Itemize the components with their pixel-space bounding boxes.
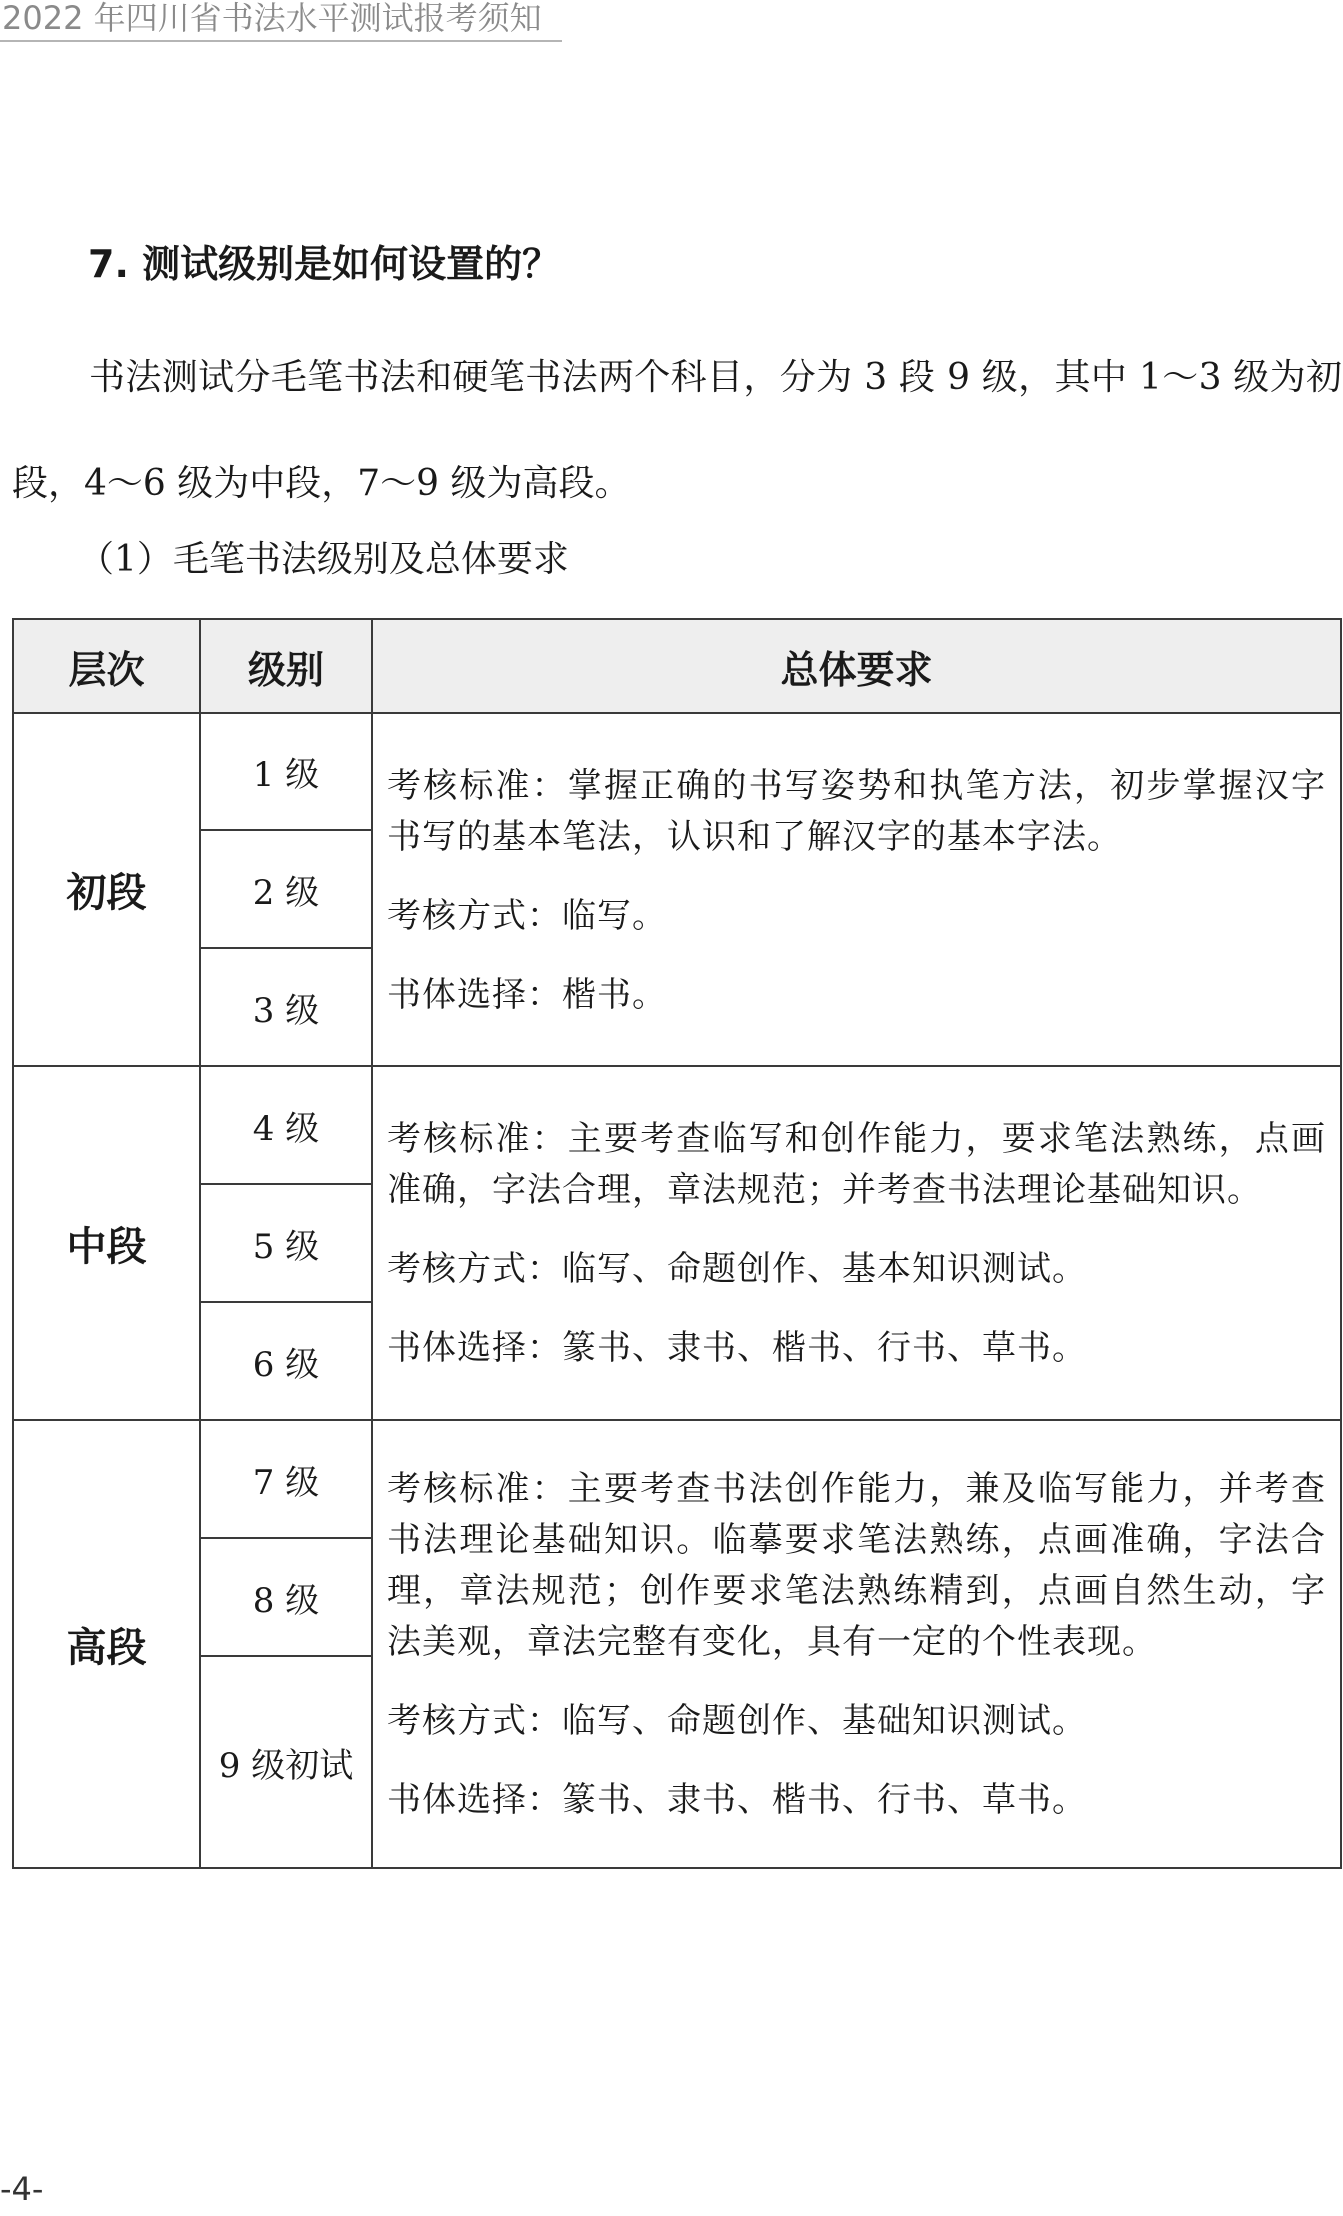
page-number: -4- bbox=[0, 2170, 44, 2208]
requirement-standard: 考核标准：主要考查书法创作能力，兼及临写能力，并考查书法理论基础知识。临摹要求笔法熟练，点画准确，字法合理，章法规范；创作要求笔法熟练精到，点画自然生动，字法美观，章法完整有变化，具有一定的个性表现。 bbox=[387, 1469, 1326, 1662]
requirement-standard: 考核标准：掌握正确的书写姿势和执笔方法，初步掌握汉字书写的基本笔法，认识和了解汉字的基本字法。 bbox=[387, 765, 1326, 857]
level-cell: 3 级 bbox=[200, 948, 372, 1066]
stage-cell-advanced: 高段 bbox=[13, 1420, 200, 1868]
grade-requirements-table bbox=[12, 618, 1342, 1869]
level-cell: 7 级 bbox=[200, 1420, 372, 1538]
level-cell: 5 级 bbox=[200, 1184, 372, 1302]
level-cell: 9 级初试 bbox=[200, 1656, 372, 1868]
intro-paragraph: 书法测试分毛笔书法和硬笔书法两个科目，分为 3 段 9 级，其中 1～3 级为初段，4～6 级为中段，7～9 级为高段。 bbox=[12, 357, 1342, 504]
requirement-standard: 考核标准：主要考查临写和创作能力，要求笔法熟练，点画准确，字法合理，章法规范；并考查书法理论基础知识。 bbox=[387, 1119, 1326, 1210]
table-header-row bbox=[13, 619, 1341, 713]
column-header-level: 级别 bbox=[200, 619, 372, 713]
requirements-cell-beginner bbox=[372, 713, 1341, 1066]
table-caption: （1）毛笔书法级别及总体要求 bbox=[78, 539, 569, 580]
stage-cell-beginner: 初段 bbox=[13, 713, 200, 1066]
requirements-cell-advanced bbox=[372, 1420, 1341, 1868]
level-cell: 8 级 bbox=[200, 1538, 372, 1656]
table-row bbox=[13, 1420, 1341, 1538]
requirement-script: 书体选择：篆书、隶书、楷书、行书、草书。 bbox=[387, 1328, 1087, 1368]
requirement-method: 考核方式：临写、命题创作、基础知识测试。 bbox=[387, 1701, 1087, 1741]
column-header-requirements: 总体要求 bbox=[372, 619, 1341, 713]
requirement-method: 考核方式：临写。 bbox=[387, 895, 667, 936]
requirement-script: 书体选择：篆书、隶书、楷书、行书、草书。 bbox=[387, 1780, 1087, 1820]
level-cell: 2 级 bbox=[200, 830, 372, 948]
level-cell: 1 级 bbox=[200, 713, 372, 830]
table-row bbox=[13, 1066, 1341, 1184]
column-header-stage: 层次 bbox=[13, 619, 200, 713]
level-cell: 4 级 bbox=[200, 1066, 372, 1184]
requirement-method: 考核方式：临写、命题创作、基本知识测试。 bbox=[387, 1249, 1087, 1289]
requirements-cell-intermediate bbox=[372, 1066, 1341, 1420]
running-header: 2022 年四川省书法水平测试报考须知 bbox=[0, 0, 562, 42]
stage-cell-intermediate: 中段 bbox=[13, 1066, 200, 1420]
table-row bbox=[13, 713, 1341, 830]
section-heading: 7. 测试级别是如何设置的？ bbox=[88, 242, 561, 286]
requirement-script: 书体选择：楷书。 bbox=[387, 974, 667, 1015]
level-cell: 6 级 bbox=[200, 1302, 372, 1420]
